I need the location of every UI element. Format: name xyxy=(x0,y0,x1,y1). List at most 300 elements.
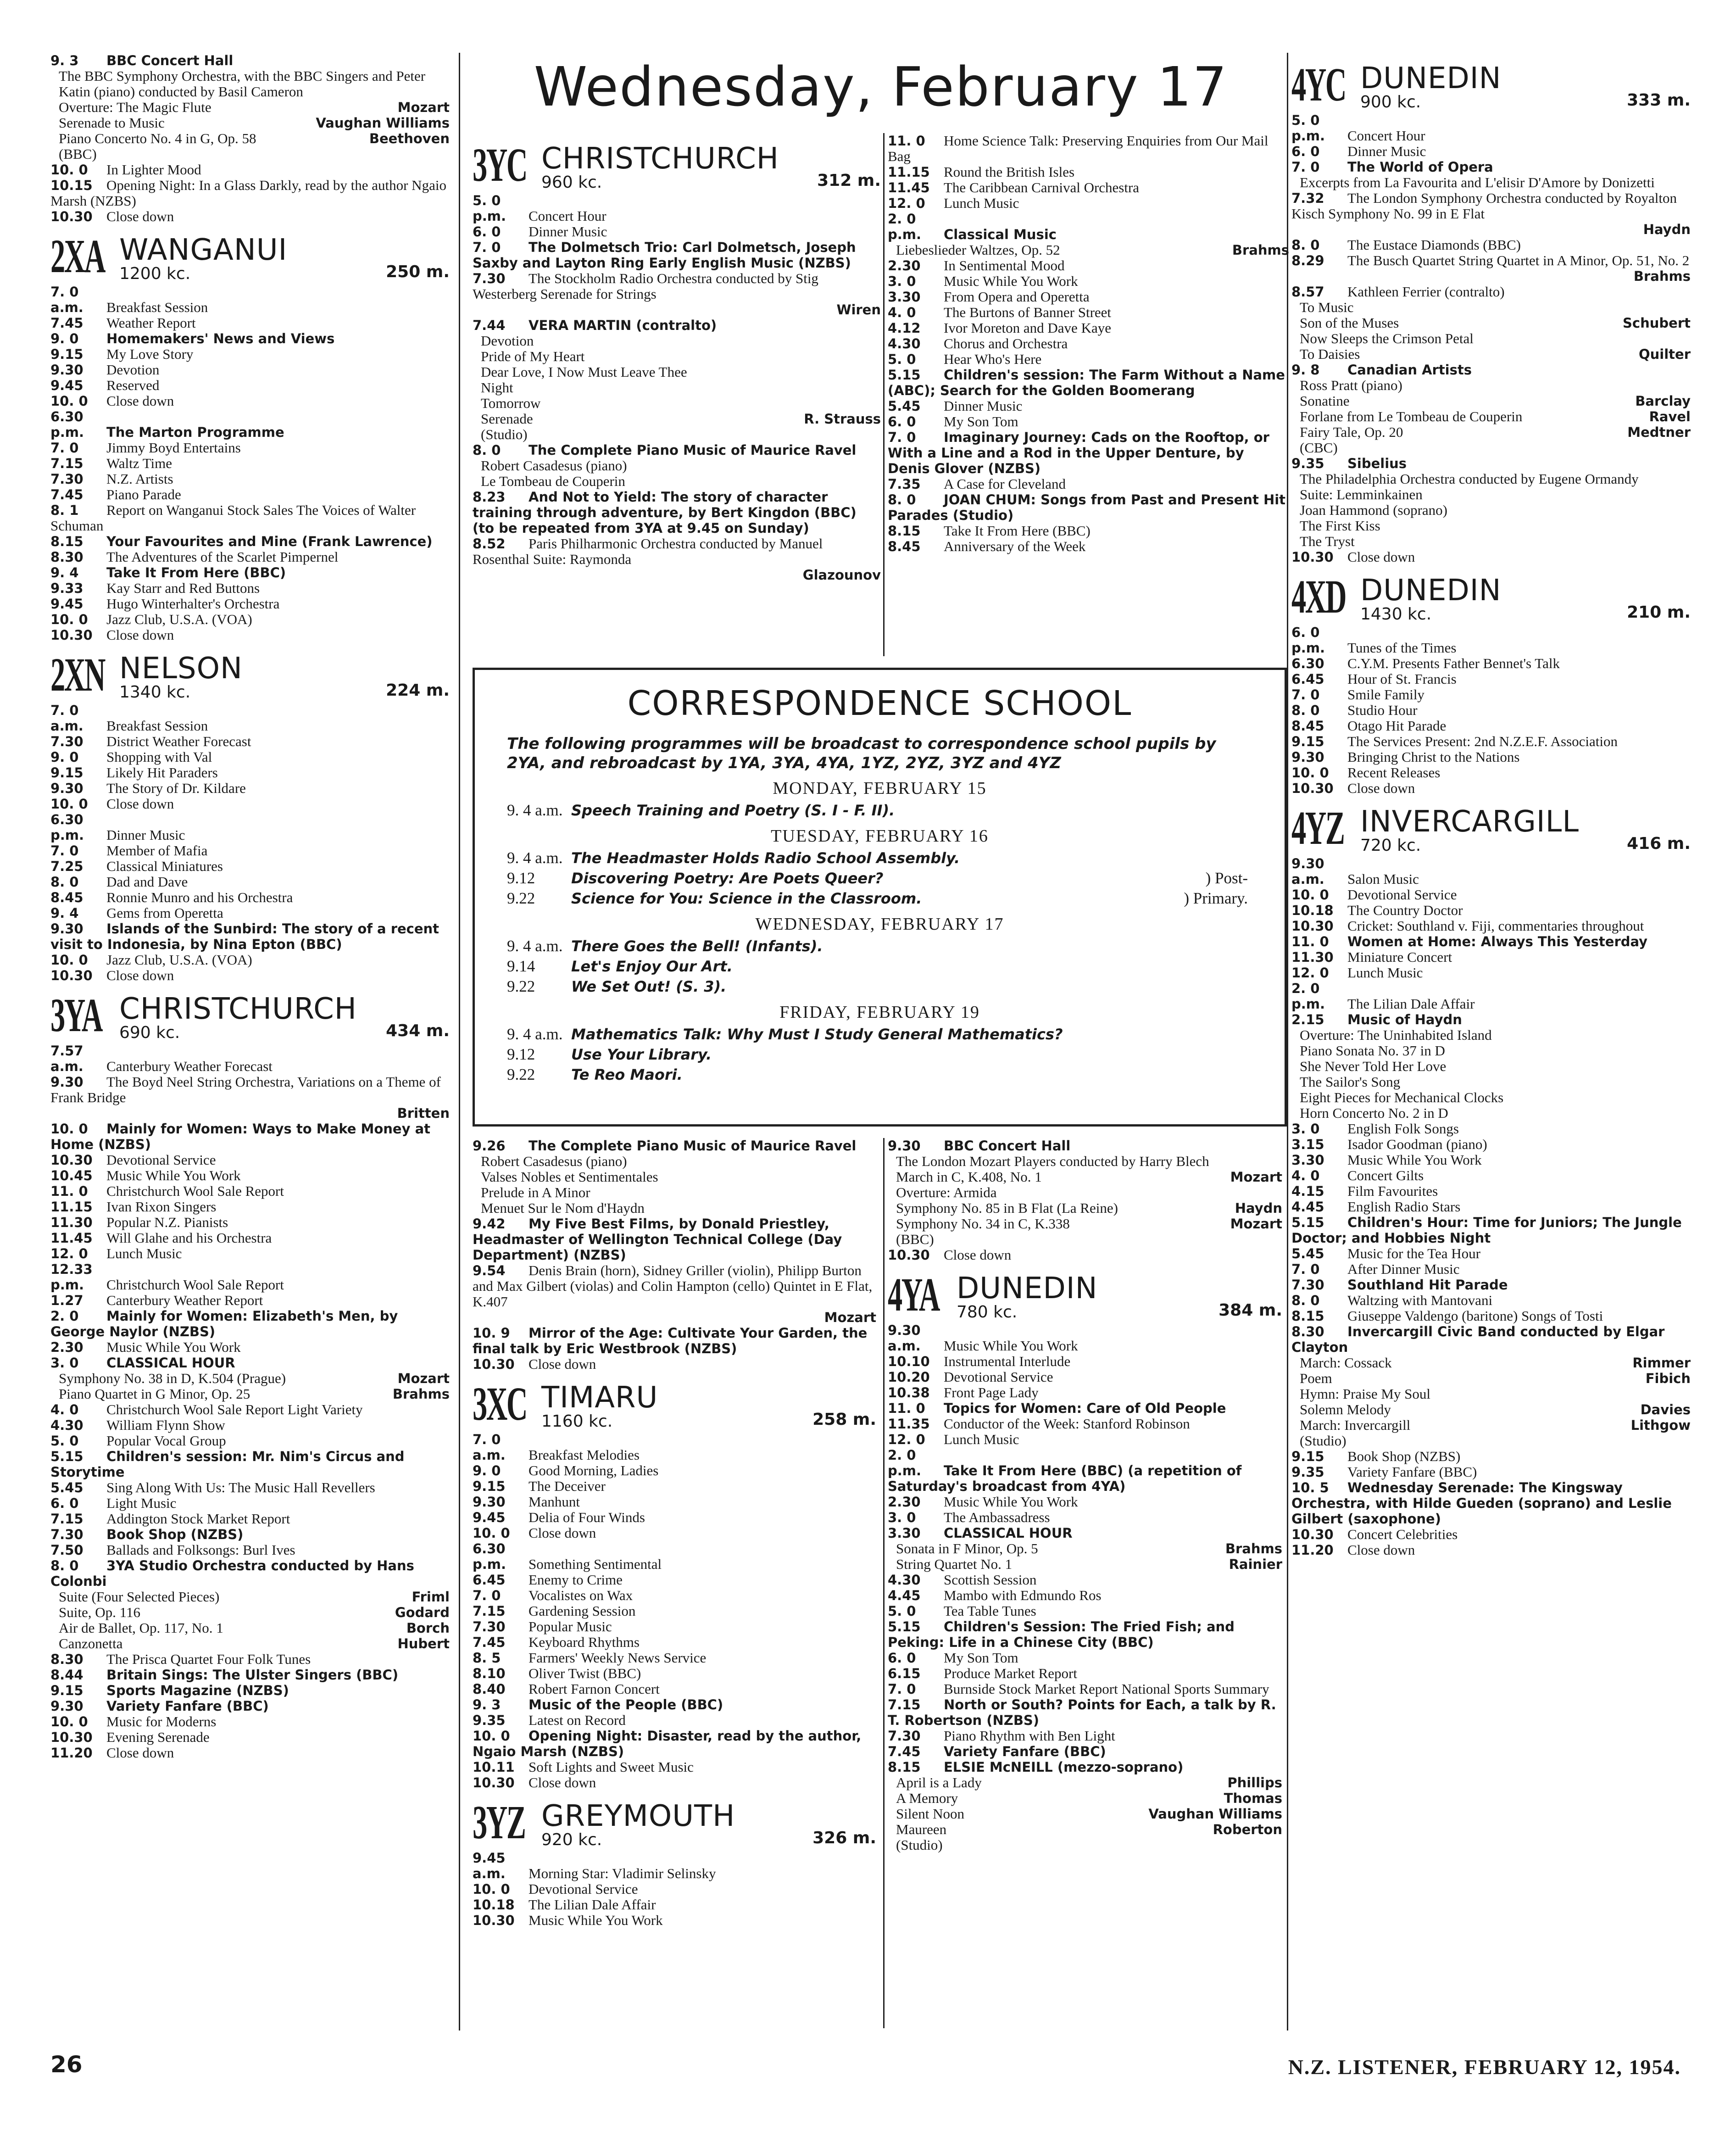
entry-time: 7.45 xyxy=(50,487,83,502)
programme-entry xyxy=(1291,331,1691,346)
entry-text: String Quartet No. 1 xyxy=(896,1556,1013,1572)
entry-composer: Medtner xyxy=(1627,424,1691,440)
programme-entry xyxy=(888,1681,1282,1697)
entry-text: Overture: Armida xyxy=(896,1184,997,1200)
entry-time: 10.45 xyxy=(50,1168,93,1183)
programme-entry xyxy=(888,492,1289,523)
entry-time: 10.30 xyxy=(1291,781,1334,796)
entry-time: 10.30 xyxy=(50,209,93,224)
programme-entry xyxy=(50,874,450,890)
correspondence-programme: Use Your Library. xyxy=(571,1046,712,1063)
programme-entry xyxy=(50,1745,450,1761)
entry-text: Salon Music xyxy=(1347,871,1419,887)
entry-text: Classical Music xyxy=(944,227,1057,242)
entry-text: Maureen xyxy=(896,1821,947,1837)
entry-text: N.Z. Artists xyxy=(106,471,173,487)
entry-text: Concert Gilts xyxy=(1347,1167,1424,1183)
entry-text: Le Tombeau de Couperin xyxy=(481,473,625,489)
entry-text: Children's session: The Farm Without a Name (ABC); Search for the Golden Boomerang xyxy=(888,367,1285,398)
programme-entry xyxy=(50,1417,450,1433)
entry-time: 8.57 xyxy=(1291,284,1324,300)
entry-text: The Stockholm Radio Orchestra conducted by Stig Westerberg Serenade for Strings xyxy=(473,270,818,302)
correspondence-row xyxy=(507,848,1252,868)
entry-time: 10. 0 xyxy=(1291,765,1329,781)
entry-text: In Sentimental Mood xyxy=(944,257,1065,273)
station-frequency: 1430 kc. xyxy=(1360,605,1432,624)
entry-time: 9.35 xyxy=(1291,456,1324,471)
entry-time: 9.42 xyxy=(473,1216,506,1232)
entry-text: Shopping with Val xyxy=(106,749,212,765)
entry-time: 5. 0 xyxy=(50,1433,79,1449)
entry-time: 7.25 xyxy=(50,859,83,874)
programme-entry xyxy=(1291,456,1691,471)
programme-entry xyxy=(50,393,450,409)
entry-text: Eight Pieces for Mechanical Clocks xyxy=(1300,1089,1504,1105)
entry-composer: R. Strauss xyxy=(804,411,881,427)
entry-time: 8.23 xyxy=(473,489,506,505)
entry-time: 9.30 xyxy=(888,1138,921,1154)
station-header xyxy=(473,139,881,192)
programme-entry xyxy=(50,1636,450,1651)
entry-text: Sports Magazine (NZBS) xyxy=(106,1683,289,1698)
station-name: GREYMOUTH xyxy=(541,1799,735,1833)
entry-time: 9.15 xyxy=(50,346,83,362)
entry-text: Now Sleeps the Crimson Petal xyxy=(1300,330,1474,346)
programme-entry xyxy=(1291,409,1691,424)
entry-composer: Wiren xyxy=(836,302,881,318)
station-frequency: 960 kc. xyxy=(541,173,602,192)
entry-time: 10.30 xyxy=(50,627,93,643)
entry-time: 2. 0 xyxy=(50,1308,79,1324)
programme-entry xyxy=(50,100,450,115)
entry-text: Book Shop (NZBS) xyxy=(106,1527,244,1542)
station-wavelength: 434 m. xyxy=(386,1021,450,1040)
programme-entry xyxy=(888,242,1289,258)
entry-text: Children's Hour: Time for Juniors; The Jungle Doctor; and Hobbies Night xyxy=(1291,1215,1682,1246)
entry-text: The Burtons of Banner Street xyxy=(944,304,1112,320)
correspondence-time: 9.22 xyxy=(507,977,535,995)
entry-text: Mirror of the Age: Cultivate Your Garden, the final talk by Eric Westbrook (NZBS) xyxy=(473,1325,868,1356)
entry-text: Devotion xyxy=(481,333,534,349)
station-call-sign: 4YC xyxy=(1291,58,1346,111)
programme-entry xyxy=(473,349,881,364)
entry-text: And Not to Yield: The story of character training through adventure, by Bert Kingdon (BBC) (to be repeated from 3YA at 9.45 on Sunday) xyxy=(473,489,857,536)
entry-text: Poem xyxy=(1300,1370,1332,1386)
entry-time: 7.57 a.m. xyxy=(50,1043,83,1074)
entry-time: 4. 0 xyxy=(50,1402,79,1417)
correspondence-row xyxy=(507,956,1252,976)
entry-text: Vocalistes on Wax xyxy=(529,1587,633,1603)
programme-entry xyxy=(888,320,1289,336)
entry-text: Piano Sonata No. 37 in D xyxy=(1300,1043,1445,1059)
programme-entry xyxy=(888,1400,1282,1416)
programme-entry xyxy=(473,1728,876,1759)
entry-text: Lunch Music xyxy=(944,1431,1019,1447)
programme-entry xyxy=(1291,393,1691,409)
entry-text: Gems from Operetta xyxy=(106,905,223,921)
entry-text: Symphony No. 34 in C, K.338 xyxy=(896,1216,1070,1232)
station-header xyxy=(473,1378,876,1431)
entry-text: From Opera and Operetta xyxy=(944,289,1090,305)
entry-text: Giuseppe Valdengo (baritone) Songs of Tosti xyxy=(1347,1308,1603,1324)
entry-text: Sonata in F Minor, Op. 5 xyxy=(896,1540,1038,1556)
entry-text: Close down xyxy=(1347,780,1415,796)
programme-entry xyxy=(888,1416,1282,1432)
entry-text: The Lilian Dale Affair xyxy=(529,1897,656,1913)
entry-time: 9. 8 xyxy=(1291,362,1320,378)
programme-entry xyxy=(888,258,1289,273)
entry-text: Homemakers' News and Views xyxy=(106,331,335,346)
programme-entry xyxy=(1291,965,1691,981)
programme-entry xyxy=(1291,1527,1691,1542)
programme-entry xyxy=(473,396,881,411)
programme-entry xyxy=(50,162,450,178)
entry-time: 10.18 xyxy=(1291,903,1334,918)
programme-entry xyxy=(1291,315,1691,331)
programme-entry xyxy=(473,318,881,333)
programme-entry xyxy=(1291,781,1691,796)
entry-text: BBC Concert Hall xyxy=(106,53,234,68)
station-name: CHRISTCHURCH xyxy=(541,142,779,176)
programme-entry xyxy=(473,489,881,536)
column-2 xyxy=(473,133,881,583)
entry-composer: Haydn xyxy=(1235,1200,1282,1216)
programme-entry xyxy=(50,905,450,921)
entry-time: 10.30 xyxy=(888,1247,930,1263)
entry-text: Robert Farnon Concert xyxy=(529,1681,660,1697)
station-header xyxy=(1291,58,1691,112)
entry-time: 9.15 xyxy=(50,765,83,781)
entry-time: 7.30 xyxy=(888,1728,921,1744)
programme-entry xyxy=(473,1681,876,1697)
correspondence-day: WEDNESDAY, FEBRUARY 17 xyxy=(755,915,1004,934)
programme-entry xyxy=(50,487,450,502)
programme-entry xyxy=(888,1666,1282,1681)
entry-composer: Mozart xyxy=(397,1371,450,1386)
station-frequency: 1200 kc. xyxy=(119,264,191,283)
entry-time: 9.33 xyxy=(50,580,83,596)
correspondence-row xyxy=(507,1065,1252,1085)
entry-text: Miniature Concert xyxy=(1347,949,1452,965)
entry-composer: Haydn xyxy=(1643,222,1691,237)
programme-entry xyxy=(50,502,450,534)
entry-time: 5.15 xyxy=(888,1619,921,1635)
station-name: CHRISTCHURCH xyxy=(119,992,357,1026)
programme-entry xyxy=(888,1369,1282,1385)
entry-text: Anniversary of the Week xyxy=(944,538,1086,554)
station-wavelength: 224 m. xyxy=(386,681,450,700)
programme-entry xyxy=(473,271,881,318)
column-3-lower xyxy=(888,1138,1282,1853)
entry-text: ELSIE McNEILL (mezzo-soprano) xyxy=(944,1759,1184,1775)
entry-text: The Prisca Quartet Four Folk Tunes xyxy=(106,1651,311,1667)
entry-text: Your Favourites and Mine (Frank Lawrence) xyxy=(106,534,433,549)
entry-time: 9.45 xyxy=(50,596,83,612)
programme-entry xyxy=(1291,237,1691,253)
correspondence-row xyxy=(507,1024,1252,1044)
correspondence-time: 9.22 xyxy=(507,1066,535,1083)
entry-text: Imaginary Journey: Cads on the Rooftop, or With a Line and a Rod in the Upper Denture, by Denis Glover (NZBS) xyxy=(888,430,1269,476)
correspondence-row xyxy=(507,868,1252,888)
entry-text: Music While You Work xyxy=(106,1339,241,1355)
entry-text: My Son Tom xyxy=(944,1650,1018,1666)
station-wavelength: 312 m. xyxy=(817,171,881,190)
programme-entry xyxy=(473,1697,876,1713)
programme-entry xyxy=(473,411,881,427)
entry-composer: Davies xyxy=(1640,1402,1691,1417)
entry-time: 7.35 xyxy=(888,476,921,492)
entry-text: Morning Star: Vladimir Selinsky xyxy=(529,1865,716,1881)
entry-text: Weather Report xyxy=(106,315,196,331)
entry-text: Manhunt xyxy=(529,1494,580,1510)
entry-time: 9.45 xyxy=(473,1510,506,1525)
programme-entry xyxy=(50,1667,450,1683)
programme-entry xyxy=(888,133,1289,164)
entry-text: Burnside Stock Market Report National Sports Summary xyxy=(944,1681,1269,1697)
programme-entry xyxy=(50,346,450,362)
entry-text: Music While You Work xyxy=(1347,1152,1482,1168)
entry-text: Music While You Work xyxy=(106,1167,241,1183)
programme-entry xyxy=(888,398,1289,414)
entry-text: Music While You Work xyxy=(529,1912,663,1928)
entry-time: 6. 0 xyxy=(888,1650,916,1666)
entry-text: Silent Noon xyxy=(896,1806,964,1822)
entry-text: Menuet Sur le Nom d'Haydn xyxy=(481,1200,645,1216)
programme-entry xyxy=(473,1603,876,1619)
entry-time: 2. 0 p.m. xyxy=(888,211,922,242)
programme-entry xyxy=(473,1356,876,1372)
entry-text: Serenade to Music xyxy=(59,115,165,131)
entry-text: Islands of the Sunbird: The story of a recent visit to Indonesia, by Nina Epton (BBC) xyxy=(50,921,440,952)
entry-text: Kay Starr and Red Buttons xyxy=(106,580,260,596)
entry-text: Horn Concerto No. 2 in D xyxy=(1300,1105,1448,1121)
entry-time: 4.45 xyxy=(888,1588,921,1603)
entry-text: Robert Casadesus (piano) xyxy=(481,1153,627,1169)
programme-entry xyxy=(888,1791,1282,1806)
entry-text: (Studio) xyxy=(481,426,528,442)
correspondence-programme: We Set Out! (S. 3). xyxy=(571,978,727,995)
entry-text: Waltz Time xyxy=(106,455,172,471)
programme-entry xyxy=(473,1913,876,1928)
entry-time: 9. 0 xyxy=(473,1463,501,1478)
programme-entry xyxy=(888,180,1289,195)
correspondence-time: 9. 4 a.m. xyxy=(507,937,563,955)
entry-time: 10. 5 xyxy=(1291,1480,1329,1495)
programme-entry xyxy=(50,749,450,765)
entry-time: 9. 4 xyxy=(50,905,79,921)
programme-entry xyxy=(888,273,1289,289)
programme-entry xyxy=(50,1495,450,1511)
entry-text: Close down xyxy=(106,967,174,983)
entry-text: Dinner Music xyxy=(106,827,185,843)
entry-time: 6.30 p.m. xyxy=(50,409,84,440)
entry-time: 8.44 xyxy=(50,1667,83,1683)
entry-composer: Brahms xyxy=(1232,242,1289,258)
programme-entry xyxy=(888,1169,1282,1185)
entry-text: Night xyxy=(481,379,513,396)
programme-entry xyxy=(888,1525,1282,1541)
entry-text: Ballads and Folksongs: Burl Ives xyxy=(106,1542,295,1558)
entry-time: 2. 0 p.m. xyxy=(888,1447,922,1478)
programme-entry xyxy=(1291,1246,1691,1261)
entry-time: 7.45 xyxy=(50,315,83,331)
entry-time: 10. 9 xyxy=(473,1325,510,1341)
entry-time: 11.45 xyxy=(50,1230,93,1246)
entry-composer: Vaughan Williams xyxy=(316,115,450,131)
programme-entry xyxy=(1291,1043,1691,1059)
correspondence-time: 9.12 xyxy=(507,1045,535,1063)
entry-time: 8.40 xyxy=(473,1681,506,1697)
programme-entry xyxy=(1291,1168,1691,1183)
programme-entry xyxy=(50,1074,450,1121)
entry-text: Farmers' Weekly News Service xyxy=(529,1650,707,1666)
station-frequency: 1160 kc. xyxy=(541,1412,613,1431)
entry-composer: Mozart xyxy=(1230,1216,1282,1232)
entry-time: 7. 0 xyxy=(473,1588,501,1603)
correspondence-day: FRIDAY, FEBRUARY 19 xyxy=(779,1003,980,1022)
entry-time: 7. 0 xyxy=(50,843,79,859)
entry-text: Jimmy Boyd Entertains xyxy=(106,440,241,456)
entry-text: Denis Brain (horn), Sidney Griller (violin), Philipp Burton and Max Gilbert (violas) and Colin Hampton (cello) Quintet in E Flat, K.407 xyxy=(473,1262,873,1310)
station-frequency: 900 kc. xyxy=(1360,93,1421,112)
programme-entry xyxy=(1291,487,1691,502)
entry-text: April is a Lady xyxy=(896,1774,982,1791)
entry-time: 5.45 xyxy=(888,398,921,414)
entry-text: Sonatine xyxy=(1300,393,1350,409)
entry-text: Devotional Service xyxy=(529,1881,638,1897)
entry-text: Music While You Work xyxy=(944,1338,1078,1354)
programme-entry xyxy=(888,539,1289,554)
entry-time: 8. 1 xyxy=(50,502,79,518)
programme-entry xyxy=(50,378,450,393)
programme-entry xyxy=(50,1371,450,1386)
entry-text: Likely Hit Paraders xyxy=(106,764,218,781)
entry-time: 2.30 xyxy=(50,1339,83,1355)
station-wavelength: 416 m. xyxy=(1627,834,1691,853)
programme-entry xyxy=(50,1261,450,1293)
entry-time: 9.30 xyxy=(50,921,83,937)
programme-entry xyxy=(50,1480,450,1495)
programme-entry xyxy=(473,1510,876,1525)
column-3 xyxy=(888,133,1289,554)
entry-time: 8. 0 xyxy=(1291,1293,1320,1308)
entry-time: 7.45 xyxy=(473,1635,506,1650)
programme-entry xyxy=(1291,1480,1691,1527)
entry-time: 12. 0 xyxy=(888,195,925,211)
correspondence-time: 9.12 xyxy=(507,869,535,887)
entry-composer: Schubert xyxy=(1623,315,1691,331)
entry-text: (BBC) xyxy=(896,1231,934,1247)
entry-text: Take It From Here (BBC) xyxy=(944,523,1091,539)
entry-text: Piano Concerto No. 4 in G, Op. 58 xyxy=(59,130,256,146)
entry-time: 11.20 xyxy=(1291,1542,1334,1558)
entry-text: Jazz Club, U.S.A. (VOA) xyxy=(106,611,252,627)
entry-text: Variety Fanfare (BBC) xyxy=(944,1744,1106,1759)
entry-time: 10. 0 xyxy=(50,393,88,409)
programme-entry xyxy=(1291,534,1691,549)
entry-text: Hymn: Praise My Soul xyxy=(1300,1386,1431,1402)
entry-time: 8.29 xyxy=(1291,253,1324,268)
correspondence-day: MONDAY, FEBRUARY 15 xyxy=(773,779,987,798)
correspondence-row xyxy=(507,888,1252,909)
station-wavelength: 210 m. xyxy=(1627,603,1691,622)
entry-text: Ronnie Munro and his Orchestra xyxy=(106,889,293,905)
entry-time: 7. 0 xyxy=(1291,159,1320,175)
station-header xyxy=(1291,570,1691,624)
programme-entry xyxy=(50,1339,450,1355)
programme-entry xyxy=(473,333,881,349)
entry-text: Women at Home: Always This Yesterday xyxy=(1347,934,1648,949)
programme-entry xyxy=(473,1432,876,1463)
programme-entry xyxy=(1291,918,1691,934)
entry-time: 10. 0 xyxy=(473,1881,510,1897)
programme-entry xyxy=(1291,112,1691,144)
entry-text: Son of the Muses xyxy=(1300,315,1399,331)
entry-text: After Dinner Music xyxy=(1347,1261,1460,1277)
entry-time: 12.33 p.m. xyxy=(50,1261,93,1293)
programme-entry xyxy=(1291,159,1691,175)
entry-time: 3.30 xyxy=(888,1525,921,1541)
entry-composer: Brahms xyxy=(1225,1541,1282,1556)
entry-text: Joan Hammond (soprano) xyxy=(1300,502,1447,518)
entry-text: A Memory xyxy=(896,1790,958,1806)
programme-entry xyxy=(1291,1261,1691,1277)
entry-time: 3. 0 xyxy=(888,1510,916,1525)
entry-text: Take It From Here (BBC) xyxy=(106,565,286,580)
entry-text: Close down xyxy=(529,1356,596,1372)
programme-entry xyxy=(888,1728,1282,1744)
entry-time: 10.18 xyxy=(473,1897,515,1913)
entry-time: 10.30 xyxy=(50,1152,93,1168)
entry-text: Addington Stock Market Report xyxy=(106,1511,290,1527)
entry-text: The BBC Symphony Orchestra, with the BBC Singers and Peter Katin (piano) conducted by Basil Cameron xyxy=(59,68,426,100)
entry-time: 8. 0 xyxy=(1291,237,1320,253)
programme-entry xyxy=(50,53,450,68)
entry-time: 5.15 xyxy=(1291,1215,1324,1230)
entry-time: 7.30 xyxy=(473,1619,506,1635)
entry-text: The Complete Piano Music of Maurice Ravel xyxy=(529,1138,857,1154)
programme-entry xyxy=(1291,1027,1691,1043)
programme-entry xyxy=(50,68,450,100)
entry-time: 10. 0 xyxy=(473,1728,510,1744)
entry-time: 8.52 xyxy=(473,536,506,552)
correspondence-title: CORRESPONDENCE SCHOOL xyxy=(627,684,1132,723)
programme-entry xyxy=(50,1355,450,1371)
entry-text: Invercargill Civic Band conducted by Elgar Clayton xyxy=(1291,1324,1665,1355)
entry-time: 6.45 xyxy=(1291,671,1324,687)
programme-entry xyxy=(1291,887,1691,903)
correspondence-school-box xyxy=(473,668,1287,1127)
column-4 xyxy=(1291,53,1691,1558)
entry-text: Ivor Moreton and Dave Kaye xyxy=(944,320,1111,336)
entry-text: Book Shop (NZBS) xyxy=(1347,1448,1461,1464)
station-frequency: 920 kc. xyxy=(541,1830,602,1849)
entry-text: Symphony No. 38 in D, K.504 (Prague) xyxy=(59,1370,286,1386)
correspondence-day: TUESDAY, FEBRUARY 16 xyxy=(771,826,989,846)
entry-text: Serenade xyxy=(481,411,533,427)
entry-composer: Mozart xyxy=(1230,1169,1282,1185)
entry-text: To Daisies xyxy=(1300,346,1360,362)
programme-entry xyxy=(1291,144,1691,159)
column-2-lower xyxy=(473,1138,876,1928)
entry-time: 12. 0 xyxy=(888,1432,925,1447)
entry-text: Close down xyxy=(944,1247,1012,1263)
station-call-sign: 4YA xyxy=(888,1268,940,1321)
entry-time: 7. 0 xyxy=(888,430,916,445)
programme-entry xyxy=(50,1683,450,1698)
programme-entry xyxy=(888,336,1289,351)
entry-time: 11.20 xyxy=(50,1745,93,1761)
